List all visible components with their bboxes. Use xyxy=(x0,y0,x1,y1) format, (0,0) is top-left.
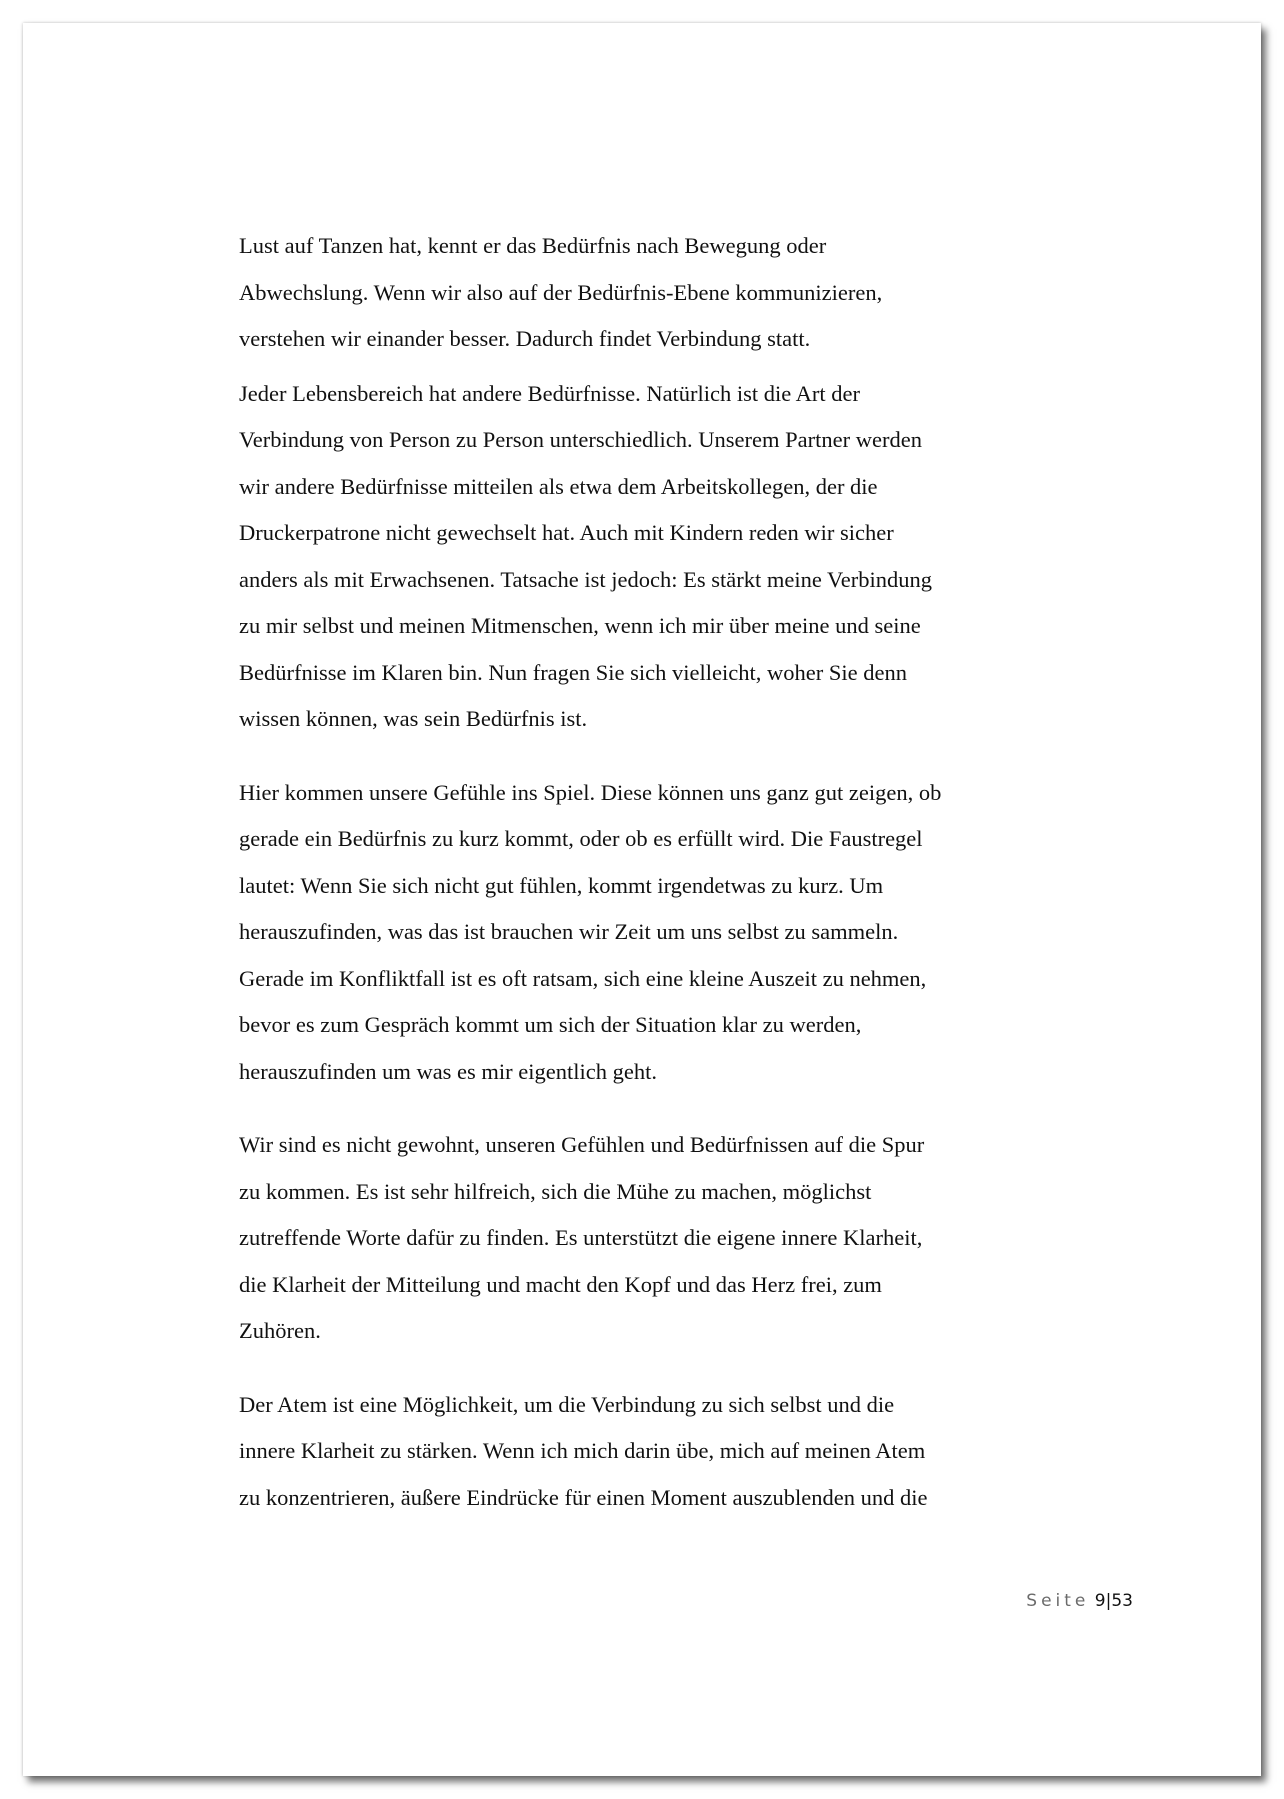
text-line: zu konzentrieren, äußere Eindrücke für einen Moment auszublenden und die xyxy=(239,1484,928,1510)
page-separator: | xyxy=(1105,1591,1112,1611)
text-line: lautet: Wenn Sie sich nicht gut fühlen, kommt irgendetwas zu kurz. Um xyxy=(239,872,884,898)
page-number: 9 xyxy=(1094,1591,1106,1611)
text-line: herauszufinden, was das ist brauchen wir Zeit um uns selbst zu sammeln. xyxy=(239,919,899,944)
text-line: Druckerpatrone nicht gewechselt hat. Auch mit Kindern reden wir sicher xyxy=(239,520,894,545)
paragraph-4 xyxy=(239,1122,1099,1355)
text-line: die Klarheit der Mitteilung und macht den Kopf und das Herz frei, zum xyxy=(239,1271,882,1297)
text-line: verstehen wir einander besser. Dadurch findet Verbindung statt. xyxy=(239,326,811,351)
text-line: Lust auf Tanzen hat, kennt er das Bedürfnis nach Bewegung oder xyxy=(239,233,827,258)
paragraph-5 xyxy=(239,1382,1099,1522)
text-line: Zuhören. xyxy=(239,1318,321,1343)
text-line: Bedürfnisse im Klaren bin. Nun fragen Sie sich vielleicht, woher Sie denn xyxy=(239,659,907,685)
text-line: Verbindung von Person zu Person unterschiedlich. Unserem Partner werden xyxy=(239,427,922,452)
text-line: Jeder Lebensbereich hat andere Bedürfnisse. Natürlich ist die Art der xyxy=(239,380,861,406)
text-line: zu kommen. Es ist sehr hilfreich, sich die Mühe zu machen, möglichst xyxy=(239,1178,872,1204)
paragraph-3 xyxy=(239,770,1099,1096)
text-line: Hier kommen unsere Gefühle ins Spiel. Diese können uns ganz gut zeigen, ob xyxy=(239,779,942,805)
page-label: Seite xyxy=(1026,1591,1090,1611)
text-line: Der Atem ist eine Möglichkeit, um die Verbindung zu sich selbst und die xyxy=(239,1391,895,1417)
text-line: anders als mit Erwachsenen. Tatsache ist jedoch: Es stärkt meine Verbindung xyxy=(239,566,933,592)
text-line: Abwechslung. Wenn wir also auf der Bedürfnis-Ebene kommunizieren, xyxy=(239,279,883,305)
text-line: innere Klarheit zu stärken. Wenn ich mich darin übe, mich auf meinen Atem xyxy=(239,1438,926,1463)
text-line: Gerade im Konfliktfall ist es oft ratsam, sich eine kleine Auszeit zu nehmen, xyxy=(239,965,927,991)
text-line: zutreffende Worte dafür zu finden. Es unterstützt die eigene innere Klarheit, xyxy=(239,1225,923,1250)
text-line: gerade ein Bedürfnis zu kurz kommt, oder ob es erfüllt wird. Die Faustregel xyxy=(239,826,923,851)
text-line: herauszufinden um was es mir eigentlich geht. xyxy=(239,1058,657,1084)
text-line: bevor es zum Gespräch kommt um sich der Situation klar zu werden, xyxy=(239,1012,862,1037)
document-page xyxy=(23,23,1261,1776)
text-line: zu mir selbst und meinen Mitmenschen, wenn ich mir über meine und seine xyxy=(239,613,921,638)
body-text xyxy=(239,223,1099,1521)
page-total: 53 xyxy=(1111,1591,1133,1611)
text-line: Wir sind es nicht gewohnt, unseren Gefühlen und Bedürfnissen auf die Spur xyxy=(239,1132,925,1157)
text-line: wir andere Bedürfnisse mitteilen als etwa dem Arbeitskollegen, der die xyxy=(239,473,878,499)
paragraph-1 xyxy=(239,223,1099,363)
text-line: wissen können, was sein Bedürfnis ist. xyxy=(239,706,588,731)
page-footer xyxy=(23,1591,1133,1611)
paragraph-2 xyxy=(239,371,1099,743)
